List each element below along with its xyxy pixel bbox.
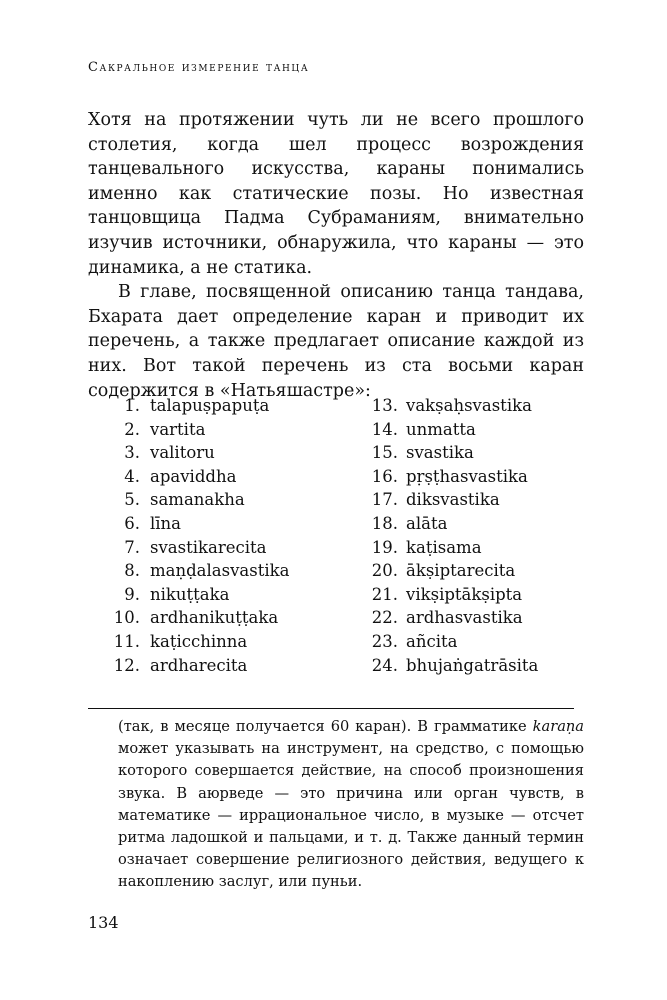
karana-item bbox=[112, 418, 289, 442]
karana-item bbox=[368, 394, 538, 418]
karana-name: unmatta bbox=[406, 419, 476, 439]
karana-name: añcita bbox=[406, 631, 458, 651]
karana-name: svastika bbox=[406, 443, 474, 463]
karana-number: 12. bbox=[113, 655, 140, 675]
paragraph: Хотя на протяжении чуть ли не всего прошлого столетия, когда шел процесс возрождения танцевального искусства, караны понимались именно как статические позы. Но известная танцовщица Падма Субраманиям, внимательно изучив источники, обнаружила, что караны — это динамика, а не статика. bbox=[88, 110, 584, 278]
karana-item bbox=[112, 606, 289, 630]
karana-number: 15. bbox=[371, 443, 398, 463]
page-number: 134 bbox=[88, 913, 119, 932]
karana-item bbox=[368, 441, 538, 465]
footnote-text-start: (так, в месяце получается 60 каран). В грамматике bbox=[118, 718, 533, 735]
karana-item bbox=[368, 465, 538, 489]
karana-number: 22. bbox=[371, 608, 398, 628]
main-text bbox=[88, 108, 584, 403]
karana-item bbox=[368, 583, 538, 607]
karana-item bbox=[368, 488, 538, 512]
karana-name: vikṣiptākṣipta bbox=[406, 584, 523, 604]
karana-name: valitoru bbox=[150, 443, 215, 463]
karana-number: 2. bbox=[124, 419, 140, 439]
karana-name: ardharecita bbox=[150, 655, 248, 675]
karana-number: 19. bbox=[371, 537, 398, 557]
karana-number: 18. bbox=[371, 513, 398, 533]
karana-number: 9. bbox=[124, 584, 140, 604]
karana-item bbox=[112, 465, 289, 489]
karana-name: kaṭisama bbox=[406, 537, 482, 557]
karana-name: diksvastika bbox=[406, 490, 500, 510]
karana-number: 16. bbox=[371, 466, 398, 486]
karana-item bbox=[112, 630, 289, 654]
karana-number: 10. bbox=[113, 608, 140, 628]
karana-name: apaviddha bbox=[150, 466, 237, 486]
karana-list-left-column bbox=[112, 394, 289, 677]
footnote-text-end: может указывать на инструмент, на средство, с помощью которого совершается действие, на способ произношения звука. В аюрведе — это причина или орган чувств, в математике — иррациональное число, в музыке — отсчет ритма ладошкой и пальцами, и т. д. Также данный термин означает совершение религиозного действия, ведущего к накоплению заслуг, или пуньи. bbox=[118, 740, 584, 891]
karana-name: ardhasvastika bbox=[406, 608, 523, 628]
karana-item bbox=[112, 559, 289, 583]
karana-item bbox=[368, 559, 538, 583]
karana-number: 11. bbox=[113, 631, 140, 651]
karana-item bbox=[368, 418, 538, 442]
karana-name: ardhanikuṭṭaka bbox=[150, 608, 279, 628]
karana-number: 23. bbox=[371, 631, 398, 651]
karana-item bbox=[368, 512, 538, 536]
karana-item bbox=[112, 441, 289, 465]
karana-number: 5. bbox=[124, 490, 140, 510]
karana-number: 24. bbox=[371, 655, 398, 675]
karana-number: 1. bbox=[124, 396, 140, 415]
karana-number: 8. bbox=[124, 561, 140, 581]
karana-name: vartita bbox=[150, 419, 206, 439]
footnote bbox=[118, 716, 584, 894]
karana-name: alāta bbox=[406, 513, 448, 533]
karana-item bbox=[368, 630, 538, 654]
karana-item bbox=[368, 654, 538, 678]
karana-name: bhujaṅgatrāsita bbox=[406, 655, 539, 675]
karana-number: 3. bbox=[124, 443, 140, 463]
running-head: Сакральное измерение танца bbox=[88, 60, 310, 75]
karana-item bbox=[112, 394, 289, 418]
karana-number: 6. bbox=[124, 513, 140, 533]
karana-name: līna bbox=[150, 513, 182, 533]
karana-item bbox=[112, 583, 289, 607]
karana-item bbox=[368, 536, 538, 560]
karana-number: 14. bbox=[371, 419, 398, 439]
footnote-text bbox=[118, 716, 584, 894]
karana-name: nikuṭṭaka bbox=[150, 584, 230, 604]
karana-name: vakṣaḥsvastika bbox=[406, 396, 532, 415]
karana-number: 20. bbox=[371, 561, 398, 581]
karana-number: 21. bbox=[371, 584, 398, 604]
karana-name: ākṣiptarecita bbox=[406, 561, 516, 581]
footnote-term: karaṇa bbox=[532, 718, 584, 735]
karana-name: pṛṣṭhasvastika bbox=[406, 466, 528, 486]
karana-name: kaṭicchinna bbox=[150, 631, 248, 651]
karana-number: 17. bbox=[371, 490, 398, 510]
karana-number: 13. bbox=[371, 396, 398, 415]
karana-number: 7. bbox=[124, 537, 140, 557]
paragraph: В главе, посвященной описанию танца тандава, Бхарата дает определение каран и приводит их перечень, а также предлагает описание каждой из них. Вот такой перечень из ста восьми каран содержится в «Натьяшастре»: bbox=[88, 282, 584, 401]
karana-list-right-column bbox=[368, 394, 538, 677]
footnote-rule bbox=[88, 708, 574, 709]
karana-item bbox=[112, 512, 289, 536]
karana-name: svastikarecita bbox=[150, 537, 267, 557]
karana-item bbox=[368, 606, 538, 630]
karana-number: 4. bbox=[124, 466, 140, 486]
karana-name: talapuṣpapuṭa bbox=[150, 396, 270, 415]
karana-item bbox=[112, 654, 289, 678]
karana-item bbox=[112, 536, 289, 560]
karana-name: samanakha bbox=[150, 490, 245, 510]
karana-item bbox=[112, 488, 289, 512]
karana-name: maṇḍalasvastika bbox=[150, 561, 290, 581]
